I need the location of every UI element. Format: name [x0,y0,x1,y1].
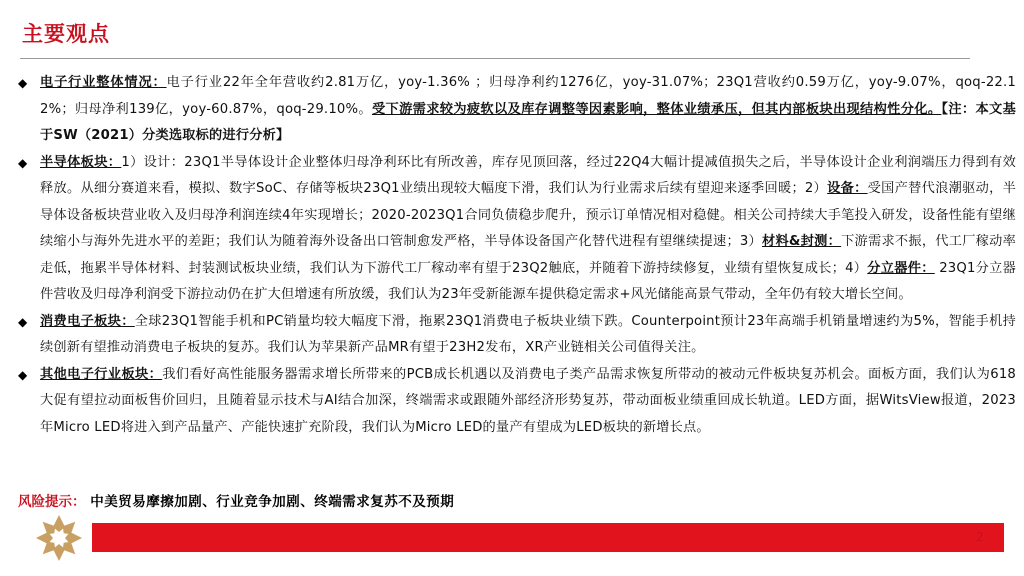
item-heading: 消费电子板块： [40,313,135,329]
item-heading: 半导体板块： [40,154,122,170]
list-item-other [18,362,1016,442]
text-run: 下游需求不振，代工厂稼动率走低，拖累半导体材料、封装测试板块业绩，我们认为下游代工厂稼动率有望于23Q2触底，并随着下游持续修复，业绩有望恢复成长；4） [40,234,1016,276]
item-heading: 电子行业整体情况： [40,75,167,90]
text-run: 受国产替代浪潮驱动，半导体设备板块营业收入及归母净利润连续4年实现增长；2020-2023Q1合同负债稳步爬升，预示订单情况相对稳健。相关公司持续大手笔投入研发，设备性能有望继续缩小与海外先进水平的差距；我们认为随着海外设备出口管制愈发严格，半导体设备国产化替代进程有望继续提速；3） [40,181,1016,249]
footer-bar [92,523,1004,552]
risk-label: 风险提示： [18,494,86,510]
item-text [40,70,1016,150]
list-item-industry [18,70,1016,150]
item-text [40,150,1016,309]
content-body [18,70,1016,441]
note-run: 【注：本文基于SW（2021）分类选取标的进行分析】 [40,101,1016,143]
diamond-bullet-icon: ◆ [18,314,28,329]
diamond-bullet-icon: ◆ [18,367,28,382]
diamond-bullet-icon: ◆ [18,155,28,170]
subheading-materials: 材料&封测： [762,234,842,249]
item-heading: 其他电子行业板块： [40,366,163,382]
page-number: 2 [976,530,984,544]
subheading-discrete: 分立器件： [867,260,935,276]
diamond-bullet-icon: ◆ [18,76,28,90]
list-item-consumer [18,309,1016,362]
item-text [40,362,1016,442]
text-run: 全球23Q1智能手机和PC销量均较大幅度下滑，拖累23Q1消费电子板块业绩下跌。Counterpoint预计23年高端手机销量增速约为5%，智能手机持续创新有望推动消费电子板块的复苏。我们认为苹果新产品MR有望于23H2发布，XR产业链相关公司值得关注。 [40,313,1016,355]
list-item-semiconductor [18,150,1016,309]
page-title: 主要观点 [22,22,110,46]
emphasis-run: 受下游需求较为疲软以及库存调整等因素影响，整体业绩承压，但其内部板块出现结构性分化。 [371,101,942,117]
item-text [40,309,1016,362]
risk-warning [18,490,454,510]
title-divider [20,58,970,59]
text-run: 电子行业22年全年营收约2.81万亿，yoy-1.36% ；归母净利约1276亿，yoy-31.07%；23Q1营收约0.59万亿，yoy-9.07%，qoq-22.12%；归母净利139亿，yoy-60.87%，qoq-29.10%。 [40,75,1016,117]
risk-text: 中美贸易摩擦加剧、行业竞争加剧、终端需求复苏不及预期 [90,494,455,510]
text-run: 1）设计：23Q1半导体设计企业整体归母净利环比有所改善，库存见顶回落，经过22Q4大幅计提减值损失之后，半导体设计企业利润端压力得到有效释放。从细分赛道来看，模拟、数字SoC、存储等板块23Q1业绩出现较大幅度下滑，我们认为行业需求后续有望迎来逐季回暖；2） [40,154,1016,196]
subheading-equipment: 设备： [827,181,868,196]
company-logo-icon [34,513,84,563]
text-run: 我们看好高性能服务器需求增长所带来的PCB成长机遇以及消费电子类产品需求恢复所带动的被动元件板块复苏机会。面板方面，我们认为618大促有望拉动面板售价回归，且随着显示技术与AI结合加深，终端需求或跟随外部经济形势复苏，带动面板业绩重回成长轨道。LED方面，据WitsView报道，2023年Micro LED将进入到产品量产、产能快速扩充阶段，我们认为Micro LED的量产有望成为LED板块的新增长点。 [40,366,1016,435]
text-run: 23Q1分立器件营收及归母净利润受下游拉动仍在扩大但增速有所放缓，我们认为23年受新能源车提供稳定需求+风光储能高景气带动，全年仍有较大增长空间。 [40,260,1017,302]
